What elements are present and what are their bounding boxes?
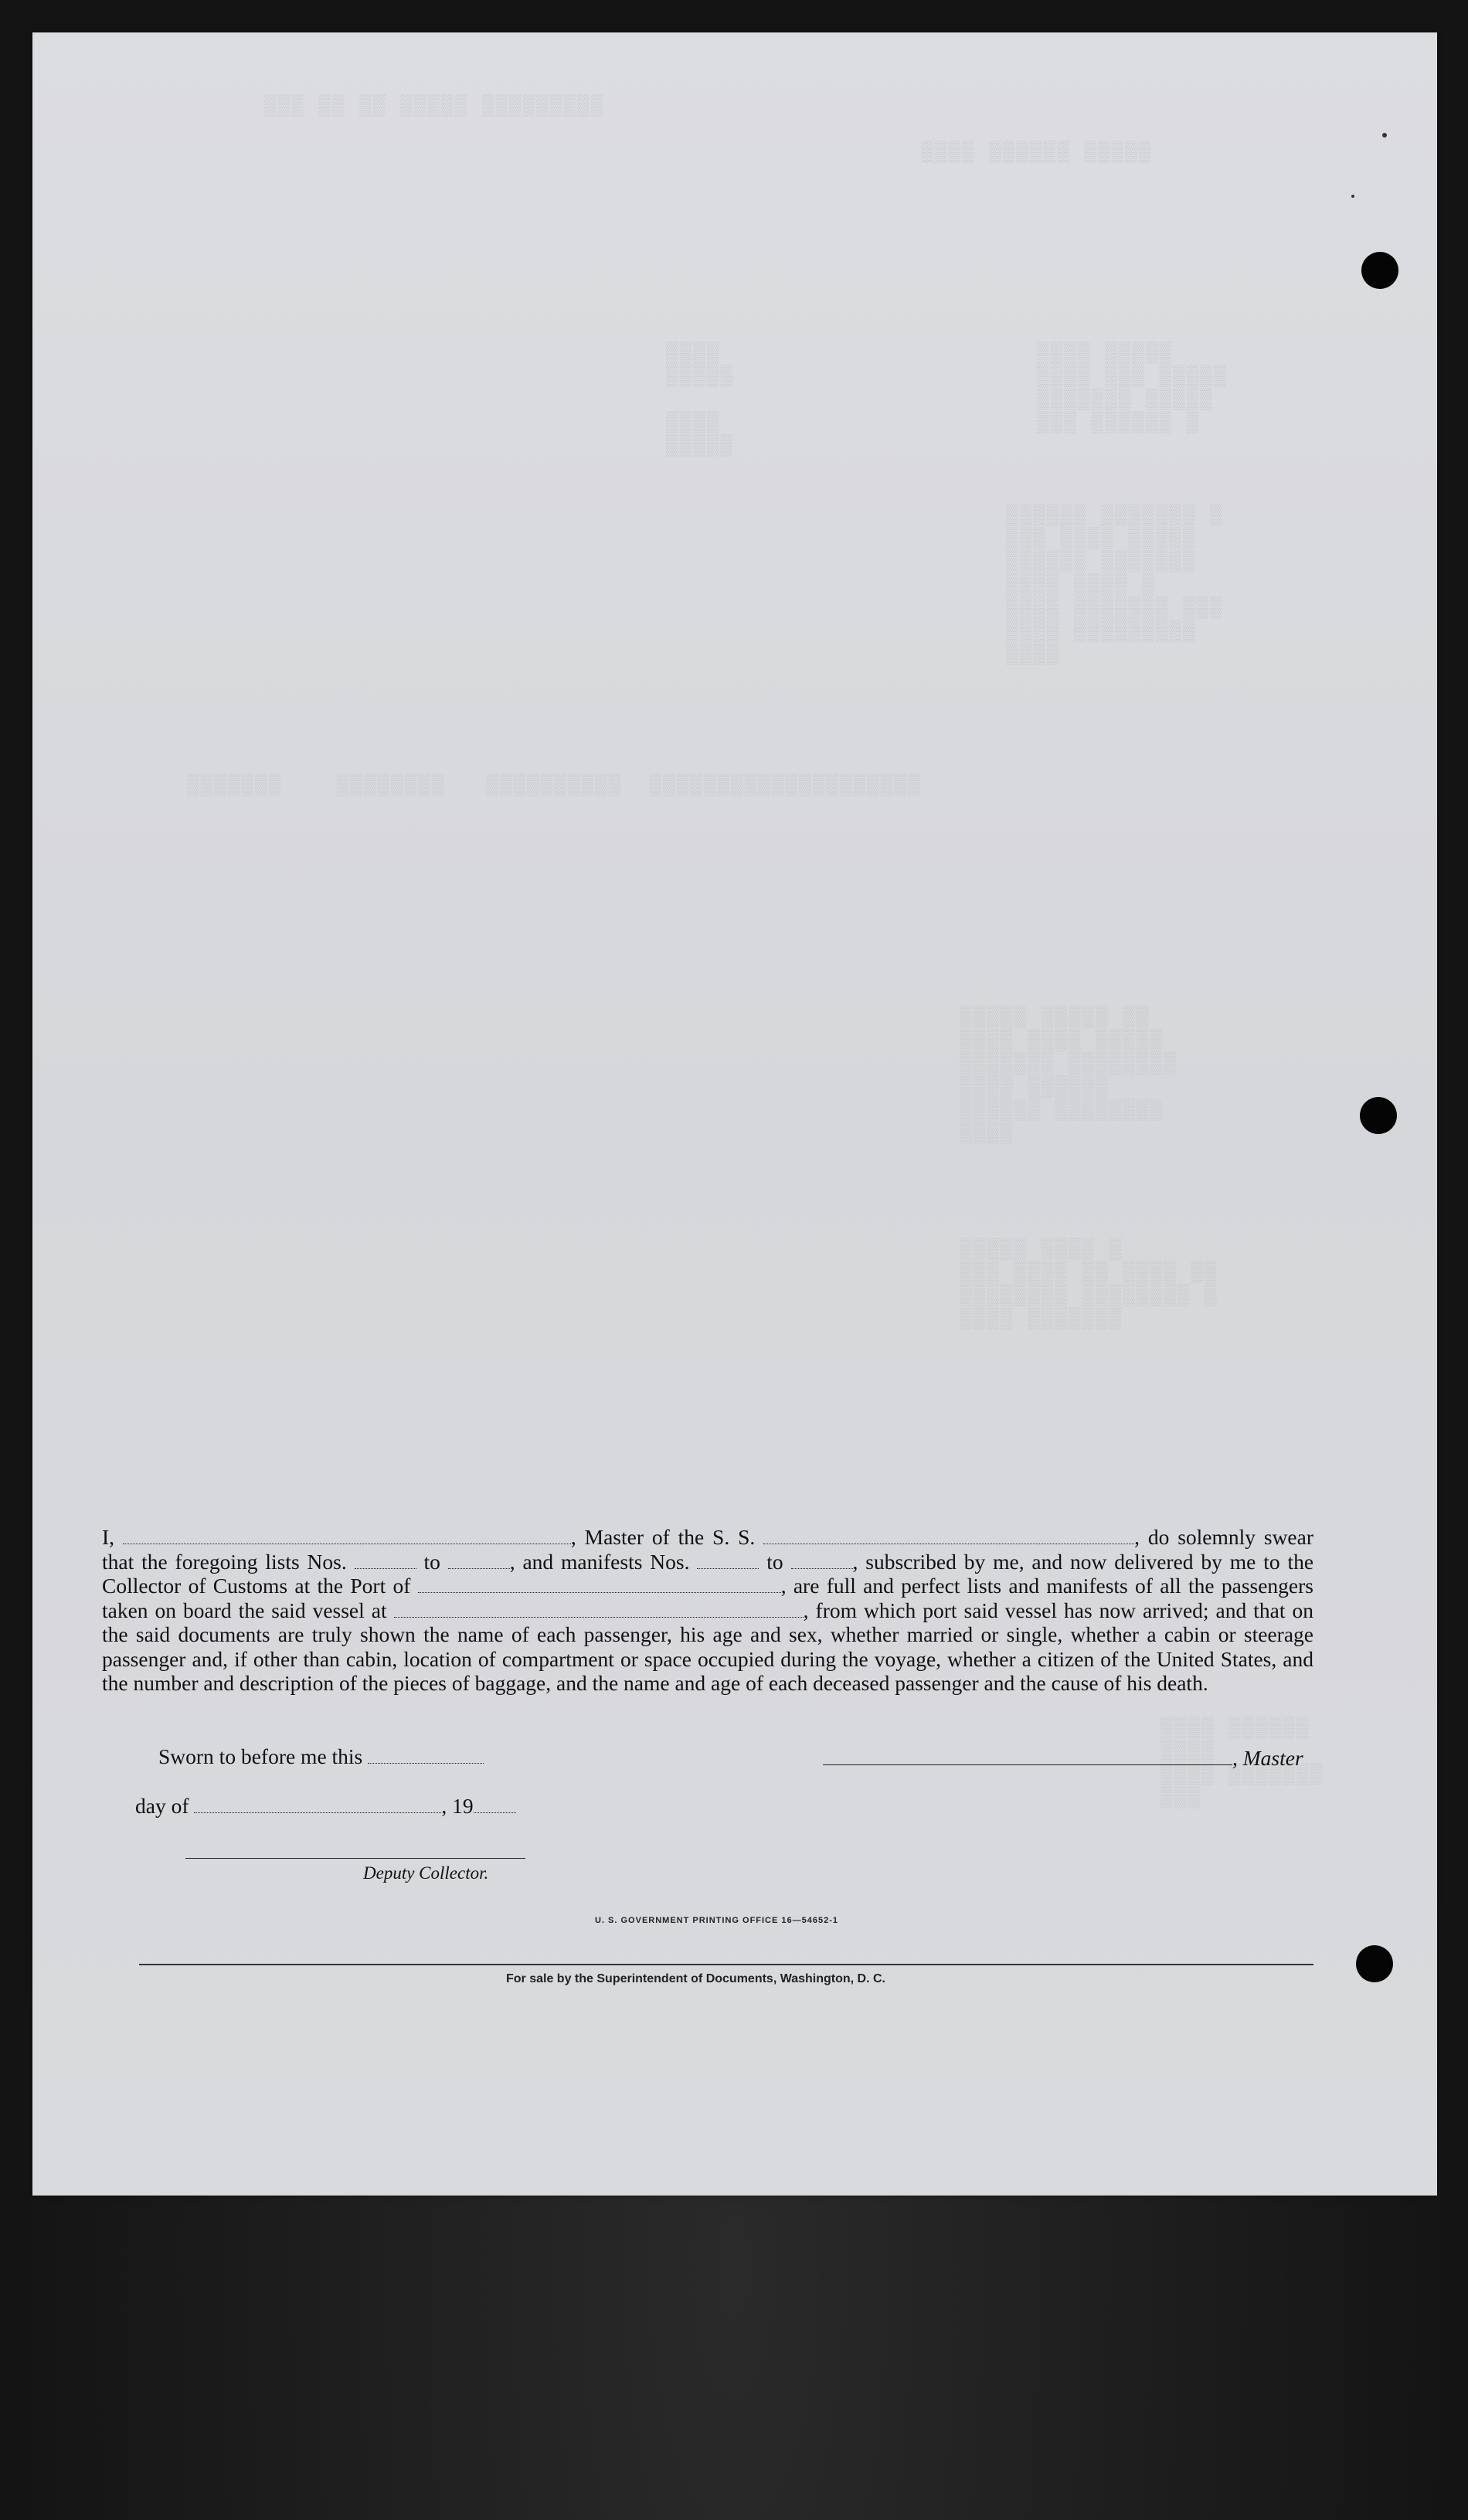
- deputy-signature-line: [185, 1858, 525, 1859]
- oath-text: to: [423, 1549, 440, 1574]
- bleed-through-texture: ▒▒▒▒▒▒▒ ▒▒▒▒▒▒▒▒ ▒▒▒▒▒▒▒▒▒▒ ▒▒▒▒▒▒▒▒▒▒▒▒▒▒▒▒▒▒▒▒: [187, 774, 922, 797]
- sworn-line: [158, 1744, 484, 1769]
- sworn-date-blank: [368, 1747, 484, 1764]
- document-page: [32, 32, 1437, 2196]
- punch-hole-bottom: [1356, 1945, 1393, 1982]
- gpo-imprint: U. S. GOVERNMENT PRINTING OFFICE 16—54652-1: [595, 1916, 839, 1925]
- punch-hole-top: [1361, 252, 1398, 289]
- manifest-no-from-blank: [697, 1553, 759, 1569]
- oath-text: , and manifests Nos.: [509, 1549, 690, 1574]
- year-prefix: , 19: [441, 1794, 474, 1818]
- oath-text: , do solemnly swear that the foregoing lists Nos.: [102, 1525, 1313, 1574]
- bleed-through-texture: ▒▒▒▒ ▒▒▒▒▒▒ ▒▒▒▒▒: [921, 141, 1153, 164]
- footer-rule: [139, 1964, 1313, 1965]
- oath-paragraph: [102, 1525, 1313, 1696]
- bleed-through-texture: ▒▒▒▒ ▒▒▒▒▒▒ ▒▒▒▒ ▒▒▒▒ ▒▒▒▒▒▒▒ ▒▒▒: [1160, 1717, 1324, 1809]
- oath-text: , from which port said vessel has now arrived; and that on the said documents are truly shown the name of each passenger, his age and sex, whether married or single, whether a cabin or steerage passenger and, if other than cabin, location of compartment or space occupied during the voyage, whether a citizen of the United States, and the number and description of the pieces of baggage, and the name and age of each deceased passenger and the cause of his death.: [102, 1598, 1314, 1695]
- departure-port-blank: [394, 1601, 804, 1618]
- manifest-no-to-blank: [791, 1553, 853, 1569]
- master-label: , Master: [1232, 1746, 1303, 1770]
- oath-text: , are full and perfect lists and manifests of all the passengers taken on board the said vessel at: [102, 1574, 1313, 1622]
- year-blank: [474, 1797, 516, 1813]
- day-of-label: day of: [135, 1794, 189, 1818]
- oath-text: , Master of the S. S.: [570, 1525, 756, 1549]
- day-of-blank: [194, 1797, 441, 1813]
- master-signature-line: [823, 1746, 1303, 1771]
- master-name-blank: [123, 1528, 571, 1544]
- oath-text: , subscribed by me, and now delivered by me to the Collector of Customs at the Port of: [102, 1549, 1314, 1598]
- bleed-through-texture: ▒▒▒▒ ▒▒▒▒▒ ▒▒▒▒ ▒▒▒▒▒: [666, 341, 735, 457]
- oath-text: to: [766, 1549, 783, 1574]
- bleed-through-texture: ▒▒▒ ▒▒ ▒▒ ▒▒▒▒▒ ▒▒▒▒▒▒▒▒▒: [264, 94, 605, 117]
- bleed-through-texture: ▒▒▒▒▒ ▒▒▒▒ ▒ ▒▒▒ ▒▒▒▒ ▒▒ ▒▒▒▒ ▒▒ ▒▒▒▒▒▒▒▒ ▒▒▒▒▒▒▒▒ ▒ ▒▒▒▒ ▒▒▒▒▒▒▒: [960, 1238, 1218, 1330]
- master-signature-blank: [823, 1749, 1232, 1765]
- oath-text: I,: [102, 1525, 115, 1549]
- dust-speck: [1351, 195, 1354, 198]
- day-of-line: [135, 1794, 516, 1819]
- ship-name-blank: [763, 1528, 1134, 1544]
- punch-hole-middle: [1360, 1097, 1397, 1134]
- port-blank: [418, 1577, 781, 1593]
- list-no-from-blank: [355, 1553, 416, 1569]
- sworn-label: Sworn to before me this: [158, 1744, 363, 1768]
- list-no-to-blank: [448, 1553, 510, 1569]
- bleed-through-texture: ▒▒▒▒ ▒▒▒▒▒ ▒▒▒▒ ▒▒▒ ▒▒▒▒▒ ▒▒▒▒▒▒▒ ▒▒▒▒▒ ▒▒▒ ▒▒▒▒▒▒ ▒: [1037, 341, 1228, 434]
- dust-speck: [1382, 133, 1387, 138]
- for-sale-notice: For sale by the Superintendent of Documents, Washington, D. C.: [506, 1972, 885, 1985]
- bleed-through-texture: ▒▒▒▒▒▒ ▒▒▒▒▒▒▒ ▒ ▒▒▒ ▒▒▒▒ ▒▒▒▒▒ ▒▒▒▒▒▒ ▒▒▒▒▒▒▒ ▒▒▒▒ ▒▒▒▒ ▒ ▒▒▒▒ ▒▒▒▒▒▒▒ ▒▒▒ ▒▒▒▒ ▒▒▒▒▒▒▒▒▒ ▒▒▒▒: [1006, 504, 1224, 666]
- deputy-collector-label: Deputy Collector.: [363, 1863, 489, 1883]
- bleed-through-texture: ▒▒▒▒▒ ▒▒▒▒▒ ▒▒ ▒▒▒▒ ▒▒▒▒ ▒▒▒▒▒ ▒▒▒▒▒▒▒ ▒▒▒▒▒▒▒▒ ▒▒▒▒ ▒▒▒▒▒▒ ▒▒▒▒▒▒ ▒▒▒▒▒▒▒▒ ▒▒▒▒: [960, 1006, 1177, 1145]
